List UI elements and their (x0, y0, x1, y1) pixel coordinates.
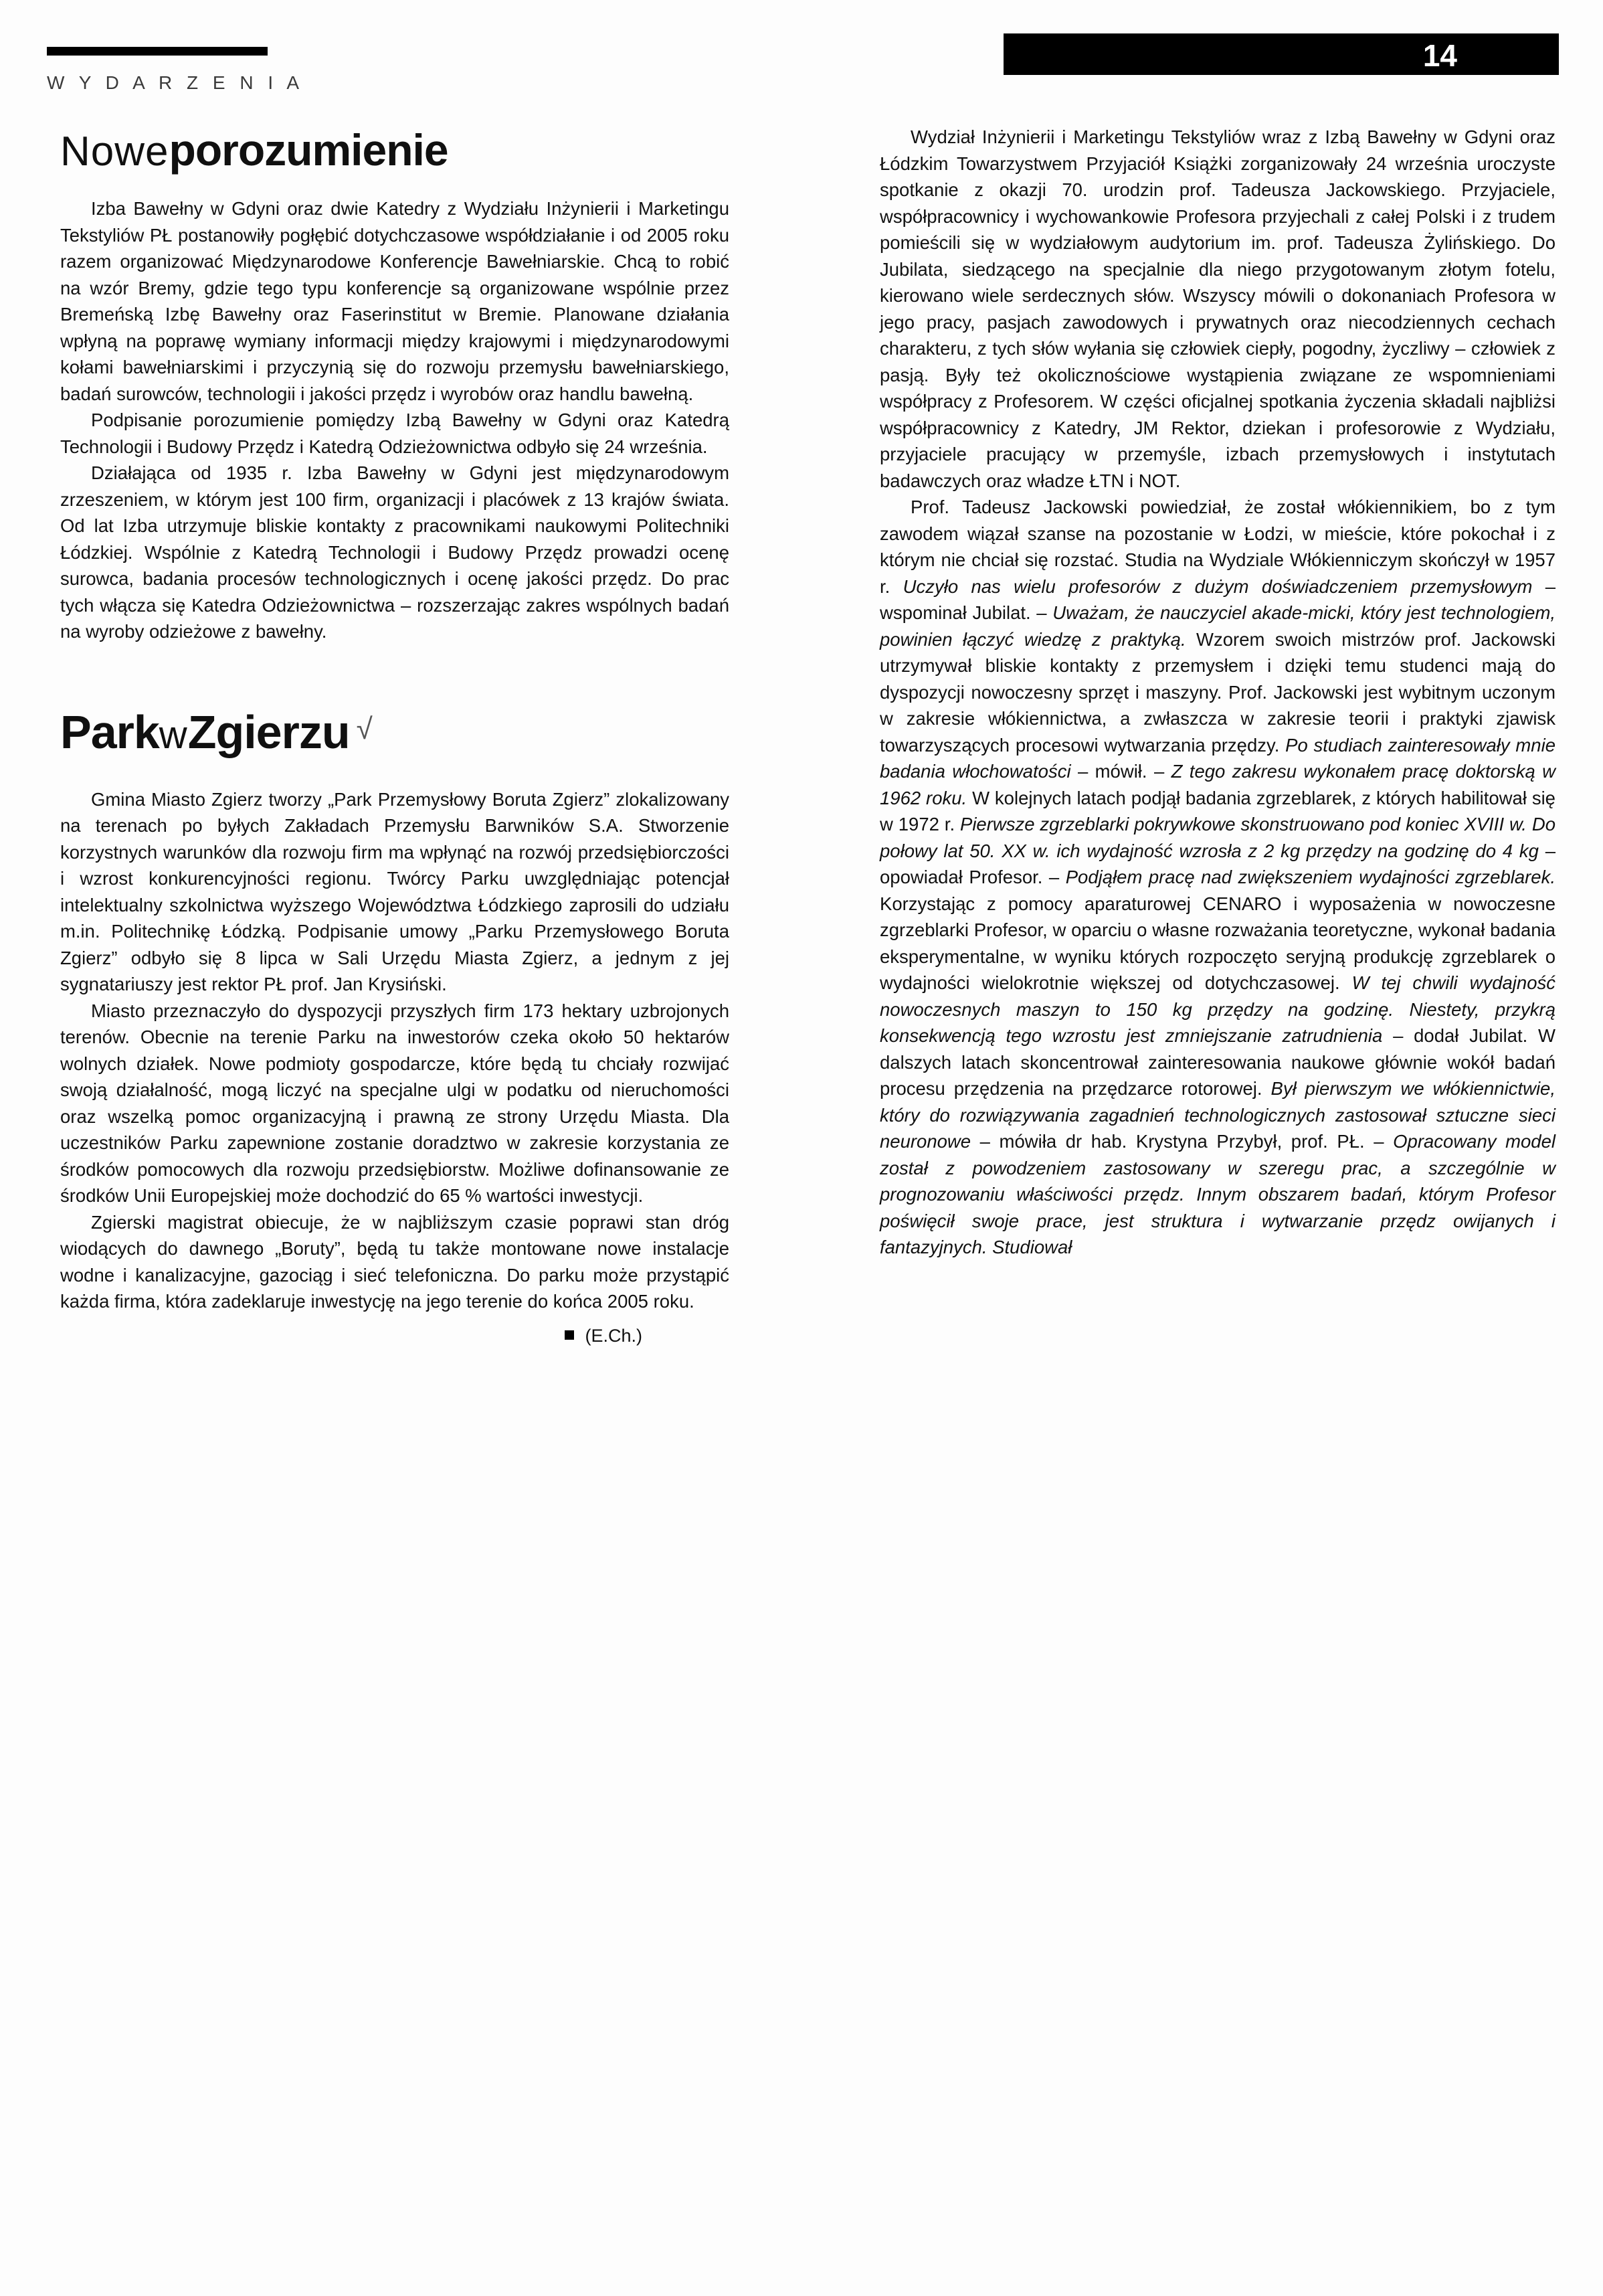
article2-paragraph-2: Miasto przeznaczyło do dyspozycji przyszłych firm 173 hektary uzbrojonych terenów. Obecnie na terenie Parku na inwestorów czeka około 50 hektarów wolnych działek. Nowe podmioty gospodarcze, które będą tu chciały rozwijać swoją działalność, mogą liczyć na specjalne ulgi w podatku od nieruchomości oraz wszelką pomoc organizacyjną i prawną ze strony Urzędu Miasta. Dla uczestników Parku zapewnione zostanie doradztwo w zakresie korzystania ze środków pomocowych dla rozwoju przedsiębiorstw. Możliwe dofinansowanie ze środków Unii Europejskiej może dochodzić do 65 % wartości inwestycji. (60, 1000, 729, 1206)
square-bullet-icon (565, 1330, 574, 1340)
text-run-4: Wzorem swoich mistrzów prof. Jackowski utrzymywał bliskie kontakty z przemysłem i dzięki temu studenci mają do dyspozycji nowoczesny sprzęt i maszyny. Prof. Jackowski jest wybitnym uczonym w zakresie włókiennictwa, a zwłaszcza w zakresie teorii i praktyki zjawisk towarzyszących procesowi wytwarzania przędzy. (880, 628, 1555, 756)
text-run-11: Podjąłem pracę nad zwiększeniem wydajności zgrzeblarek. (1065, 867, 1555, 887)
journal-title (1228, 44, 1402, 66)
article1-paragraph-3: Działająca od 1935 r. Izba Bawełny w Gdyni jest międzynarodowym zrzeszeniem, w którym jest 100 firm, organizacji i placówek z 13 krajów świata. Od lat Izba utrzymuje bliskie kontakty z pracownikami naukowymi Politechniki Łódzkiej. Wspólnie z Katedrą Technologii i Budowy Przędz prowadzi ocenę surowca, badania procesów technologicznych i ocenę jakości przędz. Do prac tych włącza się Katedra Odzieżownictwa – rozszerzając zakres wspólnych badań na wyroby odzieżowe z bawełny. (60, 462, 729, 642)
article1-headline-part2: porozumienie (169, 125, 448, 175)
article1-paragraph-2: Podpisanie porozumienie pomiędzy Izbą Bawełny w Gdyni oraz Katedrą Technologii i Budowy Przędz i Katedrą Odzieżownictwa odbyło się 24 września. (60, 410, 729, 457)
left-column (60, 124, 729, 1346)
article2-headline (60, 705, 729, 758)
text-run-13: W tej chwili wydajność nowoczesnych maszyn to 150 kg przędzy na godzinę. Niestety, przykrą konsekwencją tego wzrostu jest zmniejszanie zatrudnienia (880, 972, 1555, 1046)
article2-signature (60, 1326, 729, 1346)
right-paragraph-2 (880, 494, 1555, 1261)
signature-text: (E.Ch.) (585, 1325, 642, 1346)
page-header (0, 20, 1603, 94)
text-run-1: Uczyło nas wielu profesorów z dużym doświadczeniem przemysłowym (903, 576, 1545, 597)
text-run-12: Korzystając z pomocy aparaturowej CENARO i wyposażenia w nowoczesne zgrzeblarki Profesor, w oparciu o własne rozważania teoretyczne, wykonał badania eksperymentalne, w wyniku których rozpoczęto seryjną produkcję zgrzeblarek o wydajności wielokrotnie większej od dotychczasowej. (880, 893, 1555, 993)
text-run-2: – wspominał Jubilat. – (880, 576, 1556, 623)
text-run-9: Pierwsze zgrzeblarki pokrywkowe skonstruowano pod koniec XVIII w. Do połowy lat 50. XX w. ich wydajność wzrosła z 2 kg przędzy na godzinę do 4 kg (880, 814, 1555, 861)
text-run-15: Był pierwszym we włókiennictwie, który do rozwiązywania zagadnień technologicznych zastosował sztuczne sieci neuronowe (880, 1078, 1555, 1152)
article2-headline-part3: Zgierzu (187, 705, 350, 758)
article2-headline-part1: Park (60, 705, 159, 758)
journal-issue: 10/2004 (1329, 44, 1402, 66)
right-paragraph-1: Wydział Inżynierii i Marketingu Tekstyliów wraz z Izbą Bawełny w Gdyni oraz Łódzkim Towarzystwem Przyjaciół Książki zorganizowały 24 września uroczyste spotkanie z okazji 70. urodzin prof. Tadeusza Jackowskiego. Przyjaciele, współpracownicy i wychowankowie Profesora przyjechali z całej Polski i z trudem pomieścili się w wydziałowym audytorium im. prof. Tadeusza Żylińskiego. Do Jubilata, siedzącego na specjalnie dla niego przygotowanym złotym fotelu, kierowano wiele serdecznych słów. Wszyscy mówili o dokonaniach Profesora w jego pracy, pasjach zawodowych i prywatnych oraz niecodziennych cechach charakteru, z tych słów wyłania się człowiek ciepły, pogodny, życzliwy – człowiek z pasją. Były też okolicznościowe wystąpienia związane ze wspomnieniami współpracy z Profesorem. W części oficjalnej spotkania życzenia składali najbliżsi współpracownicy z Katedry, JM Rektor, dziekan i profesorowie z Wydziału, przyjaciele pracujący w przemyśle, izbach przemysłowych i instytutach badawczych oraz władze ŁTN i NOT. (880, 126, 1555, 491)
header-rule-left (47, 47, 268, 56)
article1-paragraph-1: Izba Bawełny w Gdyni oraz dwie Katedry z Wydziału Inżynierii i Marketingu Tekstyliów PŁ postanowiły pogłębić dotychczasowe współdziałanie i od 2005 roku razem organizować Międzynarodowe Konferencje Bawełniarskie. Chcą to robić na wzór Bremy, gdzie tego typu konferencje są organizowane wspólnie przez Bremeńską Izbę Bawełny oraz Faserinstitut w Bremie. Planowane działania wpłyną na poprawę wymiany informacji między krajowymi i międzynarodowymi kołami bawełniarskimi i przyczynią się do rozwoju przemysłu bawełniarskiego, badań surowców, technologii i jakości przędz i wyrobów oraz handlu bawełną. (60, 198, 729, 404)
article2-paragraph-1: Gmina Miasto Zgierz tworzy „Park Przemysłowy Boruta Zgierz” zlokalizowany na terenach po byłych Zakładach Przemysłu Barwników S.A. Stworzenie korzystnych warunków dla rozwoju firm ma wpłynąć na rozwój przedsiębiorczości i wzrost konkurencyjności regionu. Twórcy Parku uwzględniając potencjał intelektualny szkolnictwa wyższego Województwa Łódzkiego zaprosili do udziału m.in. Politechnikę Łódzką. Podpisanie umowy „Parku Przemysłowego Boruta Zgierz” odbyło się 8 lipca w Sali Urzędu Miasta Zgierz, a jednym z jej sygnatariuszy jest rektor PŁ prof. Jan Krysiński. (60, 788, 729, 994)
checkmark-icon: √ (356, 712, 373, 745)
article1-headline-part1: Nowe (60, 128, 169, 175)
text-run-8: W kolejnych latach podjął badania zgrzeblarek, z których habilitował się w 1972 r. (880, 787, 1555, 834)
text-run-7: Z tego zakresu wykonałem pracę doktorską w 1962 roku. (880, 761, 1555, 808)
text-run-16: – mówiła dr hab. Krystyna Przybył, prof. PŁ. – (979, 1131, 1394, 1152)
page-number: 14 (1422, 38, 1457, 73)
text-run-10: – opowiadał Profesor. – (880, 840, 1555, 887)
right-column (880, 124, 1555, 1261)
article1-headline (60, 124, 729, 173)
text-run-6: – mówił. – (1077, 761, 1171, 782)
section-label: W Y D A R Z E N I A (47, 72, 304, 93)
text-run-5: Po studiach zainteresowały mnie badania włochowatości (880, 734, 1555, 782)
text-run-0: Prof. Tadeusz Jackowski powiedział, że został włókiennikiem, bo z tym zawodem wiązał szanse na pozostanie w Łodzi, w mieście, które pokochał i z którym nie chciał się rozstać. Studia na Wydziale Włókienniczym skończył w 1957 r. (880, 497, 1555, 597)
journal-name: Życie Uczelni (1228, 47, 1325, 64)
text-run-14: – dodał Jubilat. W dalszych latach skoncentrował zainteresowania naukowe głównie wokół badań procesu przędzenia na przędzarce rotorowej. (880, 1025, 1555, 1099)
article2-paragraph-3: Zgierski magistrat obiecuje, że w najbliższym czasie poprawi stan dróg wiodących do dawnego „Boruty”, będą tu także montowane nowe instalacje wodne i kanalizacyjne, gazociąg i sieć telefoniczna. Do parku może przystąpić każda firma, która zadeklaruje inwestycję na jego terenie do końca 2005 roku. (60, 1211, 729, 1312)
text-run-17: Opracowany model został z powodzeniem zastosowany w szeregu prac, a szczególnie w prognozowaniu właściwości przędz. Innym obszarem badań, którym Profesor poświęcił swoje prace, jest struktura i wytwarzanie przędz owijanych i fantazyjnych. Studiował (880, 1131, 1556, 1257)
article2-headline-part2: w (159, 713, 188, 757)
text-run-3: Uważam, że nauczyciel akade-micki, który jest technologiem, powinien łączyć wiedzę z praktyką. (880, 602, 1556, 650)
